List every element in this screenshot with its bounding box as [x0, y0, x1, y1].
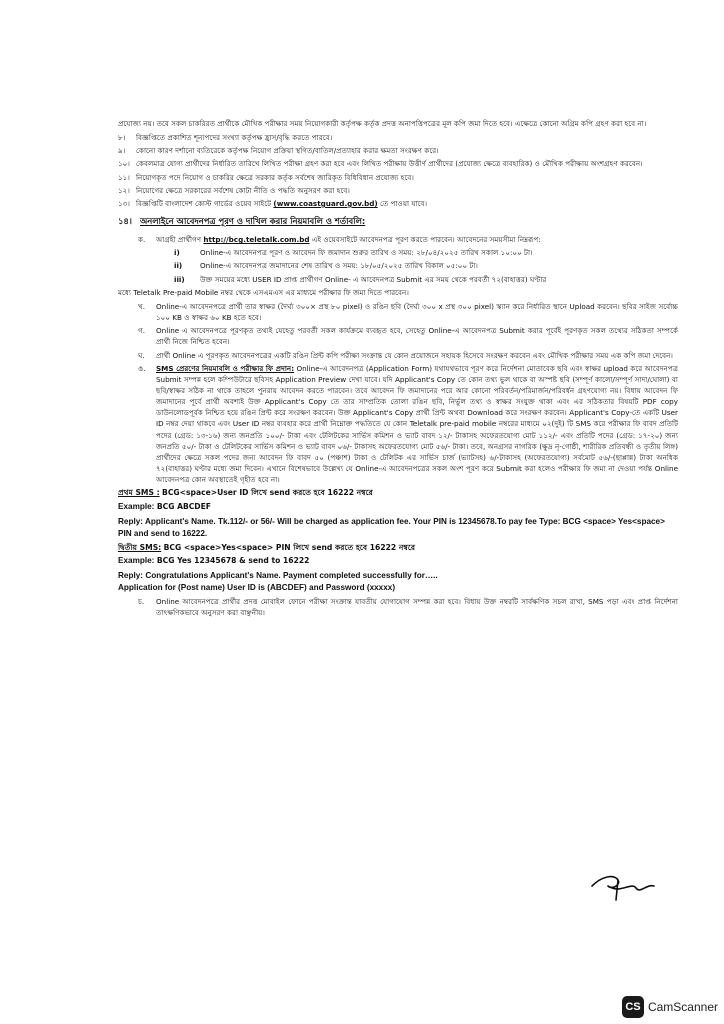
clause-text	[156, 363, 678, 486]
example-1	[118, 501, 678, 514]
list-item	[118, 158, 678, 169]
example-text: BCG Yes 12345678 & send to 16222	[156, 556, 310, 566]
section-14-heading	[118, 215, 678, 228]
clause-label: গ.	[138, 326, 145, 336]
item-number: ১০।	[118, 159, 130, 169]
clause-cha	[138, 596, 678, 618]
clause-kha	[138, 301, 678, 323]
example-label: Example:	[118, 556, 155, 566]
item-number: ১১।	[118, 172, 130, 182]
signature	[588, 866, 658, 906]
coastguard-link[interactable]: (www.coastguard.gov.bd)	[273, 198, 378, 208]
item-number: ১২।	[118, 185, 130, 195]
clause-text-pre: আগ্রহী প্রার্থীগণ	[156, 235, 202, 245]
document-page	[118, 118, 678, 620]
clause-label: ঙ.	[138, 363, 146, 373]
clause-label: ক.	[138, 235, 146, 245]
date-item	[174, 274, 678, 285]
list-item	[118, 185, 678, 196]
reply-2	[118, 570, 678, 594]
clause-ka	[138, 234, 678, 245]
sms-label: দ্বিতীয় SMS:	[118, 542, 162, 552]
item-text-pre: বিজ্ঞপ্তিটি বাংলাদেশ কোস্ট গার্ডের ওয়েব সাইটে	[136, 198, 272, 208]
roman-label: i)	[174, 248, 180, 258]
list-item	[118, 145, 678, 156]
roman-text: Online-এ আবেদনপত্র পূরণ ও আবেদন ফি জমাদান শুরুর তারিখ ও সময়: ২৮/০৪/২০২৫ তারিখ সকাল ১০:০০ টা।	[200, 248, 533, 258]
item-text	[136, 198, 678, 209]
sms-text: BCG<space>User ID লিখে send করতে হবে 16222 নম্বরে	[162, 488, 373, 498]
section-title: অনলাইনে আবেদনপত্র পূরণ ও দাখিল করার নিয়মাবলি ও শর্তাবলি:	[140, 216, 366, 227]
item-text: বিজ্ঞপ্তিতে প্রকাশিত শূন্যপদের সংখ্যা কর্তৃপক্ষ হ্রাস/বৃদ্ধি করতে পারবে।	[136, 133, 333, 143]
camscanner-label: CamScanner	[647, 1000, 718, 1014]
clause-text-post: এই ওয়েবসাইটে আবেদনপত্র পূরণ করতে পারবেন। আবেদনের সময়সীমা নিম্নরূপ:	[311, 235, 541, 245]
reply-label: Reply:	[118, 571, 144, 581]
sms-rules-heading: SMS প্রেরণের নিয়মাবলি ও পরীক্ষার ফি প্রদান:	[156, 363, 295, 373]
section-number: ১৪।	[118, 216, 132, 227]
item-text: কোনো কারণ দর্শানো ব্যতিরেকে কর্তৃপক্ষ নিয়োগ প্রক্রিয়া স্থগিত/বাতিল/প্রত্যাহার করার ক্ষমতা সংরক্ষণ করে।	[136, 146, 439, 156]
camscanner-watermark	[622, 996, 718, 1018]
clause-ga	[138, 325, 678, 347]
reply-1	[118, 516, 678, 540]
example-label: Example:	[118, 502, 155, 512]
clause-ka-continuation: মধ্যে Teletalk Pre-paid Mobile নম্বর থেকে এসএমএস এর মাধ্যমে পরীক্ষার ফি জমা দিতে পারবেন।	[118, 287, 409, 297]
roman-text: Online-এ আবেদনপত্র জমাদানের শেষ তারিখ ও সময়: ১৮/০৫/২০২৫ তারিখ বিকাল ০৫:০০ টা।	[200, 261, 478, 271]
example-text: BCG ABCDEF	[156, 502, 211, 512]
item-text: কেবলমাত্র যোগ্য প্রার্থীদের নির্ধারিত তারিখে লিখিত পরীক্ষা গ্রহণ করা হবে এবং লিখিত পরীক্ষায় উত্তীর্ণ প্রার্থীদের (প্রযোজ্য ক্ষেত্রে ব্যবহারিক) ও মৌখিক পরীক্ষায় অংশগ্রহণ করবেন।	[136, 159, 643, 169]
roman-label: ii)	[174, 261, 183, 271]
clause-umo	[138, 363, 678, 486]
sms-rules-text: Online-এ আবেদনপত্র (Application Form) যথাযথভাবে পূরণ করে নির্দেশনা মোতাবেক ছবি এবং স্বাক্ষর upload করে আবেদনপত্র Submit সম্পন্ন হলে কম্পিউটারে ছবিসহ Application Preview দেখা যাবে। যদি Applicant's Copy তে কোন তথ্য ভুল থাকে বা অস্পষ্ট ছবি (সম্পূর্ণ কালো/সম্পূর্ণ সাদা/ঘোলা) বা ছবি/স্বাক্ষর সঠিক না থাকে তাহলে পুনরায় আবেদন করতে পারবেন। তবে আবেদন ফি জমাদানের পরে আর কোনো পরিবর্তন/পরিমার্জন/পরিবর্ধন গ্রহণযোগ্য নয়। বিধায় আবেদন ফি জমাদানের পূর্বে প্রার্থী অবশ্যই উক্ত Applicant's Copy তে তার সাম্প্রতিক তোলা রঙিন ছবি, নির্ভুল তথ্য ও স্বাক্ষর সংযুক্ত থাকা এবং এর সঠিকতার বিষয়টি PDF copy ডাউনলোডপূর্বক নিশ্চিত হয়ে রঙিন প্রিন্ট করে সংরক্ষণ করবেন। উক্ত Applicant's Copy প্রার্থী প্রিন্ট অথবা Download করে সংরক্ষণ করবেন। Applicant's Copy-তে একটি User ID নম্বর দেয়া থাকবে এবং User ID নম্বর ব্যবহার করে প্রার্থী নিম্নোক্ত পদ্ধতিতে যে কোন Teletalk pre-paid mobile নম্বরের মাধ্যমে ০২(দুই) টি SMS করে পরীক্ষার ফি বাবদ প্রতিটি পদের (গ্রেড: ১৩-১৬) জন্য জনপ্রতি ১০০/- টাকা এবং টেলিটকের সার্ভিস কমিশন ও ভ্যাট বাবদ ১২/- টাকাসহ অফেরতযোগ্য মোট ১১২/- এবং প্রতিটি পদের (গ্রেড: ১৭-২০) জন্য জনপ্রতি ৫০/- টাকা ও টেলিটকের সার্ভিস কমিশন ও ভ্যাট বাবদ ০৬/- টাকাসহ অফেরতযোগ্য মোট ৫৬/- টাকা। তবে, অনগ্রসর নাগরিক (ক্ষুদ্র নৃ-গোষ্ঠী, শারীরিক প্রতিবন্ধী ও তৃতীয় লিঙ্গ) প্রার্থীদের ক্ষেত্রে সকল পদের জন্য আবেদন ফি বাবদ ৫০ (পঞ্চাশ) টাকা ও টেলিটক এর সার্ভিস চার্জ (ভ্যাটসহ) ৬/-টাকাসহ (অফেরতযোগ্য) সর্বমোট ৫৬/-(ছাপ্পান্ন) টাকা অনধিক ৭২(বাহাত্তর) ঘণ্টার মধ্যে জমা দিবেন। এখানে বিশেষভাবে উল্লেখ্য যে Online-এ আবেদনপত্রের সকল অংশ পূরণ করে Submit করা হলেও পরীক্ষার ফি জমা না দেওয়া পর্যন্ত Online আবেদনপত্র কোন অবস্থাতেই গৃহীত হবে না।	[156, 363, 678, 485]
clause-label: খ.	[138, 301, 146, 311]
reply-line-2: Application for (Post name) User ID is (ABCDEF) and Password (xxxxx)	[118, 583, 396, 592]
item-number: ৮।	[118, 133, 126, 143]
clause-text: Online এ আবেদনপত্রে পূরণকৃত তথ্যই যেহেতু পরবর্তী সকল কার্যক্রমে ব্যবহৃত হবে, সেহেতু Online-এ আবেদনপত্র Submit করার পূর্বেই পূরণকৃত সকল তথ্যের সঠিকতা সম্পর্কে প্রার্থী নিজে নিশ্চিত হবেন।	[156, 326, 678, 347]
second-sms	[118, 542, 678, 554]
reply-label: Reply:	[118, 516, 144, 526]
list-item	[118, 172, 678, 183]
list-item-website	[118, 198, 678, 209]
reply-text: Applicant's Name. Tk.112/- or 56/- Will be charged as application fee. Your PIN is 12345678.To pay fee Type: BCG <space> Yes<space> PIN and send to 16222.	[118, 516, 665, 538]
sms-label: প্রথম SMS :	[118, 488, 160, 498]
item-number: ৯।	[118, 146, 126, 156]
clause-text: প্রার্থী Online এ পূরণকৃত আবেদনপত্রের একটি রঙিন প্রিন্ট কপি পরীক্ষা সংক্রান্ত যে কোন প্রয়োজনে সহায়ক হিসেবে সংরক্ষণ করবেন এবং মৌখিক পরীক্ষার সময় এক কপি জমা দেবেন।	[156, 350, 673, 360]
sms-text: BCG <space>Yes<space> PIN লিখে send করতে হবে 16222 নম্বরে	[163, 542, 416, 552]
clause-text	[156, 234, 678, 245]
numbered-list	[118, 132, 678, 209]
roman-text: উক্ত সময়ের মধ্যে USER ID প্রাপ্ত প্রার্থীগণ Online- এ আবেদনপত্র Submit এর সময় থেকে পরবর্তী ৭২(বাহাত্তর) ঘণ্টার	[200, 274, 547, 284]
clause-text: Online আবেদনপত্রে প্রার্থীর প্রদত্ত মোবাইল ফোনে পরীক্ষা সংক্রান্ত যাবতীয় যোগাযোগ সম্পন্ন করা হবে। বিধায় উক্ত নম্বরটি সার্বক্ষণিক সচল রাখা, SMS পড়া এবং প্রাপ্ত নির্দেশনা তাৎক্ষণিকভাবে অনুসরণ করা বাঞ্ছনীয়।	[156, 596, 678, 618]
first-sms	[118, 487, 678, 499]
example-2	[118, 555, 678, 568]
intro-paragraph: প্রযোজ্য নয়। তবে সকল চাকরিরত প্রার্থীকে মৌখিক পরীক্ষার সময় নিয়োগকারী কর্তৃপক্ষ কর্তৃক প্রদত্ত অনাপত্তিপত্রের মূল কপি জমা দিতে হবে। এক্ষেত্রে কোনো অগ্রিম কপি গ্রহণ করা হবে না।	[118, 119, 647, 128]
item-text-post: তে পাওয়া যাবে।	[379, 198, 428, 208]
clause-text: Online-এ আবেদনপত্রে প্রার্থী তার স্বাক্ষর (দৈর্ঘ্য ৩০০× প্রস্থ ৮০ pixel) ও রঙিন ছবি (দৈর্ঘ্য ৩০০ x প্রস্থ ৩০০ pixel) স্ক্যান করে নির্ধারিত স্থানে Upload করবেন। ছবির সাইজ সর্বোচ্চ ১০০ KB ও স্বাক্ষর ৬০ KB হতে হবে।	[156, 301, 678, 323]
item-text: নিয়োগের ক্ষেত্রে সরকারের সর্বশেষ কোটা নীতি ও পদ্ধতি অনুসরণ করা হবে।	[136, 185, 350, 195]
list-item	[118, 132, 678, 143]
clause-label: চ.	[138, 596, 145, 606]
reply-line-1: Congratulations Applicant's Name. Payment completed successfully for…..	[145, 571, 438, 581]
clause-gha	[138, 350, 678, 361]
date-item	[174, 260, 678, 271]
roman-label: iii)	[174, 274, 185, 284]
teletalk-link[interactable]: http://bcg.teletalk.com.bd	[203, 235, 310, 245]
date-item	[174, 247, 678, 258]
item-number: ১৩।	[118, 198, 130, 208]
item-text: নিয়োগকৃত পদে নিয়োগ ও চাকরির ক্ষেত্রে সরকার কর্তৃক সর্বশেষ জারিকৃত বিধিবিধান প্রযোজ্য হবে।	[136, 172, 414, 182]
camscanner-logo-icon: CS	[622, 996, 644, 1018]
clause-label: ঘ.	[138, 350, 145, 360]
